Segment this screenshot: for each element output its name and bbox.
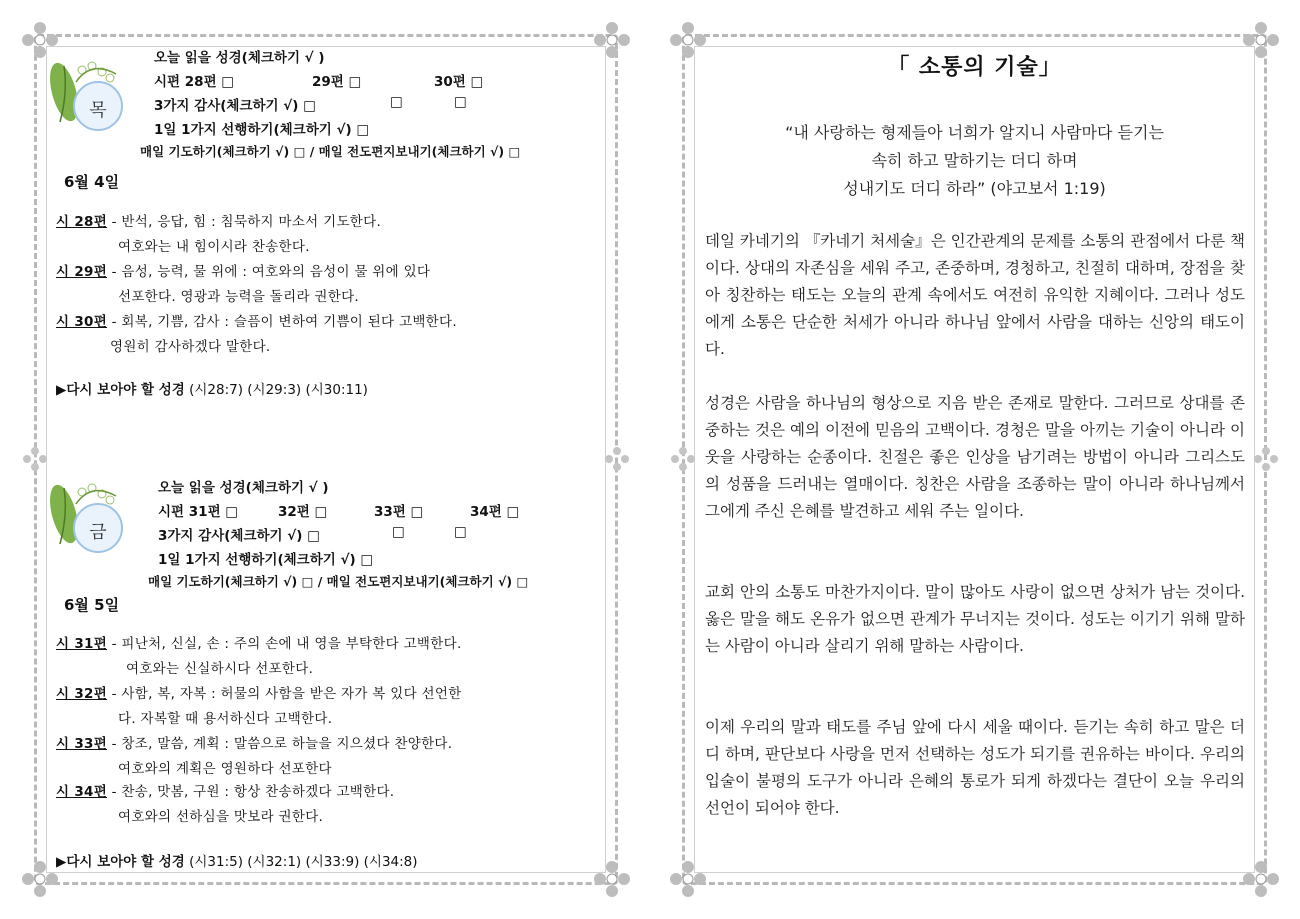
read-checklist-label: 오늘 읽을 성경(체크하기 √ ) (158, 480, 329, 496)
flower-corner-icon (668, 859, 708, 899)
chapter-checkbox[interactable]: 29편 □ (312, 74, 362, 90)
thanks-checkbox[interactable]: □ (454, 524, 467, 540)
psalm-ref: 시 31편 (56, 636, 108, 652)
psalm-ref: 시 34편 (56, 784, 108, 800)
psalm-summary-cont: 다. 자복할 때 용서하신다 고백한다. (118, 711, 333, 727)
psalm-entry (56, 260, 430, 280)
flower-corner-icon (20, 859, 60, 899)
chapter-checkbox[interactable]: 34편 □ (470, 504, 520, 520)
thanks-checkbox[interactable]: 3가지 감사(체크하기 √) □ (154, 98, 316, 114)
psalm-summary: - 사함, 복, 자복 : 허물의 사함을 받은 자가 복 있다 선언한 (107, 686, 462, 702)
review-refs: (시31:5) (시32:1) (시33:9) (시34:8) (184, 854, 418, 870)
chapter-checkbox[interactable]: 시편 31편 □ (158, 504, 239, 520)
chapter-checkbox[interactable]: 33편 □ (374, 504, 424, 520)
flower-border-icon (604, 446, 630, 472)
prayer-checkbox[interactable]: 매일 기도하기(체크하기 √) □ / 매일 전도편지보내기(체크하기 √) □ (148, 574, 529, 589)
good-deed-checkbox[interactable]: 1일 1가지 선행하기(체크하기 √) □ (158, 552, 374, 568)
review-label: ▶다시 보아야 할 성경 (56, 382, 185, 398)
psalm-summary: - 반석, 응답, 힘 : 침묵하지 마소서 기도한다. (107, 214, 382, 230)
body-paragraph: 이제 우리의 말과 태도를 주님 앞에 다시 세울 때이다. 듣기는 속히 하고 말은 더디 하며, 판단보다 사랑을 먼저 선택하는 성도가 되기를 권유하는 바이다. 우리의 입술이 불평의 도구가 아니라 은혜의 통로가 되게 하겠다는 결단이 오늘 우리의 선언이 되어야 한다. (705, 718, 1245, 817)
body-paragraph: 교회 안의 소통도 마찬가지이다. 말이 많아도 사랑이 없으면 상처가 남는 것이다. 옳은 말을 해도 온유가 없으면 관계가 무너지는 것이다. 성도는 이기기 위해 말하는 사람이 아니라 살리기 위해 말하는 사람이다. (705, 583, 1245, 655)
psalm-summary: - 음성, 능력, 물 위에 : 여호와의 음성이 물 위에 있다 (107, 264, 431, 280)
scripture-quote-line: 속히 하고 말하기는 더디 하며 (871, 151, 1078, 170)
psalm-summary-cont: 여호와의 선하심을 맛보라 권한다. (118, 809, 324, 825)
chapter-checkbox[interactable]: 30편 □ (434, 74, 484, 90)
read-checklist-label: 오늘 읽을 성경(체크하기 √ ) (154, 50, 325, 66)
psalm-ref: 시 29편 (56, 264, 108, 280)
flower-corner-icon (1241, 859, 1281, 899)
psalm-entry (56, 310, 457, 330)
thanks-checkbox[interactable]: 3가지 감사(체크하기 √) □ (158, 528, 320, 544)
psalm-entry (56, 780, 394, 800)
body-paragraph: 데일 카네기의 『카네기 처세술』은 인간관계의 문제를 소통의 관점에서 다룬 책이다. 상대의 자존심을 세워 주고, 존중하며, 경청하고, 친절히 대하며, 장점을 찾아 칭찬하는 태도는 오늘의 관계 속에서도 여전히 유익한 지혜이다. 그러나 성도에게 소통은 단순한 처세가 아니라 하나님 앞에서 사람을 대하는 신앙의 태도이다. (705, 232, 1245, 358)
review-refs: (시28:7) (시29:3) (시30:11) (184, 382, 368, 398)
review-verses (56, 850, 418, 870)
thanks-checkbox[interactable]: □ (454, 94, 467, 110)
chapter-checkbox[interactable]: 32편 □ (278, 504, 328, 520)
review-verses (56, 378, 368, 398)
date-label: 6월 4일 (64, 173, 120, 191)
psalm-ref: 시 33편 (56, 736, 108, 752)
left-page (34, 34, 618, 885)
good-deed-checkbox[interactable]: 1일 1가지 선행하기(체크하기 √) □ (154, 122, 370, 138)
flower-border-icon (670, 446, 696, 472)
right-page (682, 34, 1267, 885)
psalm-entry (56, 682, 462, 702)
psalm-summary: - 회복, 기쁨, 감사 : 슬픔이 변하여 기쁨이 된다 고백한다. (107, 314, 457, 330)
psalm-ref: 시 32편 (56, 686, 108, 702)
psalm-entry (56, 732, 452, 752)
psalm-summary-cont: 여호와는 신실하시다 선포한다. (126, 661, 314, 677)
psalm-entry (56, 632, 462, 652)
chapter-checkbox[interactable]: 시편 28편 □ (154, 74, 235, 90)
page-title: 「 소통의 기술」 (887, 55, 1062, 80)
psalm-summary-cont: 여호와는 내 힘이시라 찬송한다. (118, 239, 310, 255)
psalm-ref: 시 30편 (56, 314, 108, 330)
friday-leaf-icon (46, 474, 126, 564)
thanks-checkbox[interactable]: □ (390, 94, 403, 110)
psalm-entry (56, 210, 381, 230)
psalm-summary-cont: 여호와의 계획은 영원하다 선포한다 (118, 761, 332, 777)
thursday-leaf-icon (46, 52, 126, 142)
psalm-summary-cont: 영원히 감사하겠다 말한다. (110, 339, 271, 355)
flower-border-icon (22, 446, 48, 472)
psalm-summary: - 찬송, 맛봄, 구원 : 항상 찬송하겠다 고백한다. (107, 784, 395, 800)
scripture-quote-line: 성내기도 더디 하라” (야고보서 1:19) (843, 179, 1106, 198)
thanks-checkbox[interactable]: □ (392, 524, 405, 540)
psalm-summary-cont: 선포한다. 영광과 능력을 돌리라 권한다. (118, 289, 360, 305)
flower-corner-icon (592, 20, 632, 60)
day-label: 금 (89, 522, 107, 543)
prayer-checkbox[interactable]: 매일 기도하기(체크하기 √) □ / 매일 전도편지보내기(체크하기 √) □ (140, 144, 521, 159)
scripture-quote-line: “내 사랑하는 형제들아 너희가 알지니 사람마다 듣기는 (785, 123, 1164, 142)
psalm-ref: 시 28편 (56, 214, 108, 230)
flower-border-icon (1253, 446, 1279, 472)
body-paragraph: 성경은 사람을 하나님의 형상으로 지음 받은 존재로 말한다. 그러므로 상대를 존중하는 것은 예의 이전에 믿음의 고백이다. 경청은 말을 아끼는 기술이 아니라 이웃을 사랑하는 순종이다. 친절은 좋은 인상을 남기려는 방법이 아니라 그리스도의 성품을 드러내는 열매이다. 칭찬은 사람을 조종하는 말이 아니라 하나님께서 그에게 주신 은혜를 발견하고 세워 주는 일이다. (705, 394, 1245, 520)
date-label: 6월 5일 (64, 596, 120, 614)
review-label: ▶다시 보아야 할 성경 (56, 854, 185, 870)
day-label: 목 (89, 100, 107, 121)
flower-corner-icon (592, 859, 632, 899)
psalm-summary: - 창조, 말씀, 계획 : 말씀으로 하늘을 지으셨다 찬양한다. (107, 736, 453, 752)
psalm-summary: - 피난처, 신실, 손 : 주의 손에 내 영을 부탁한다 고백한다. (107, 636, 462, 652)
